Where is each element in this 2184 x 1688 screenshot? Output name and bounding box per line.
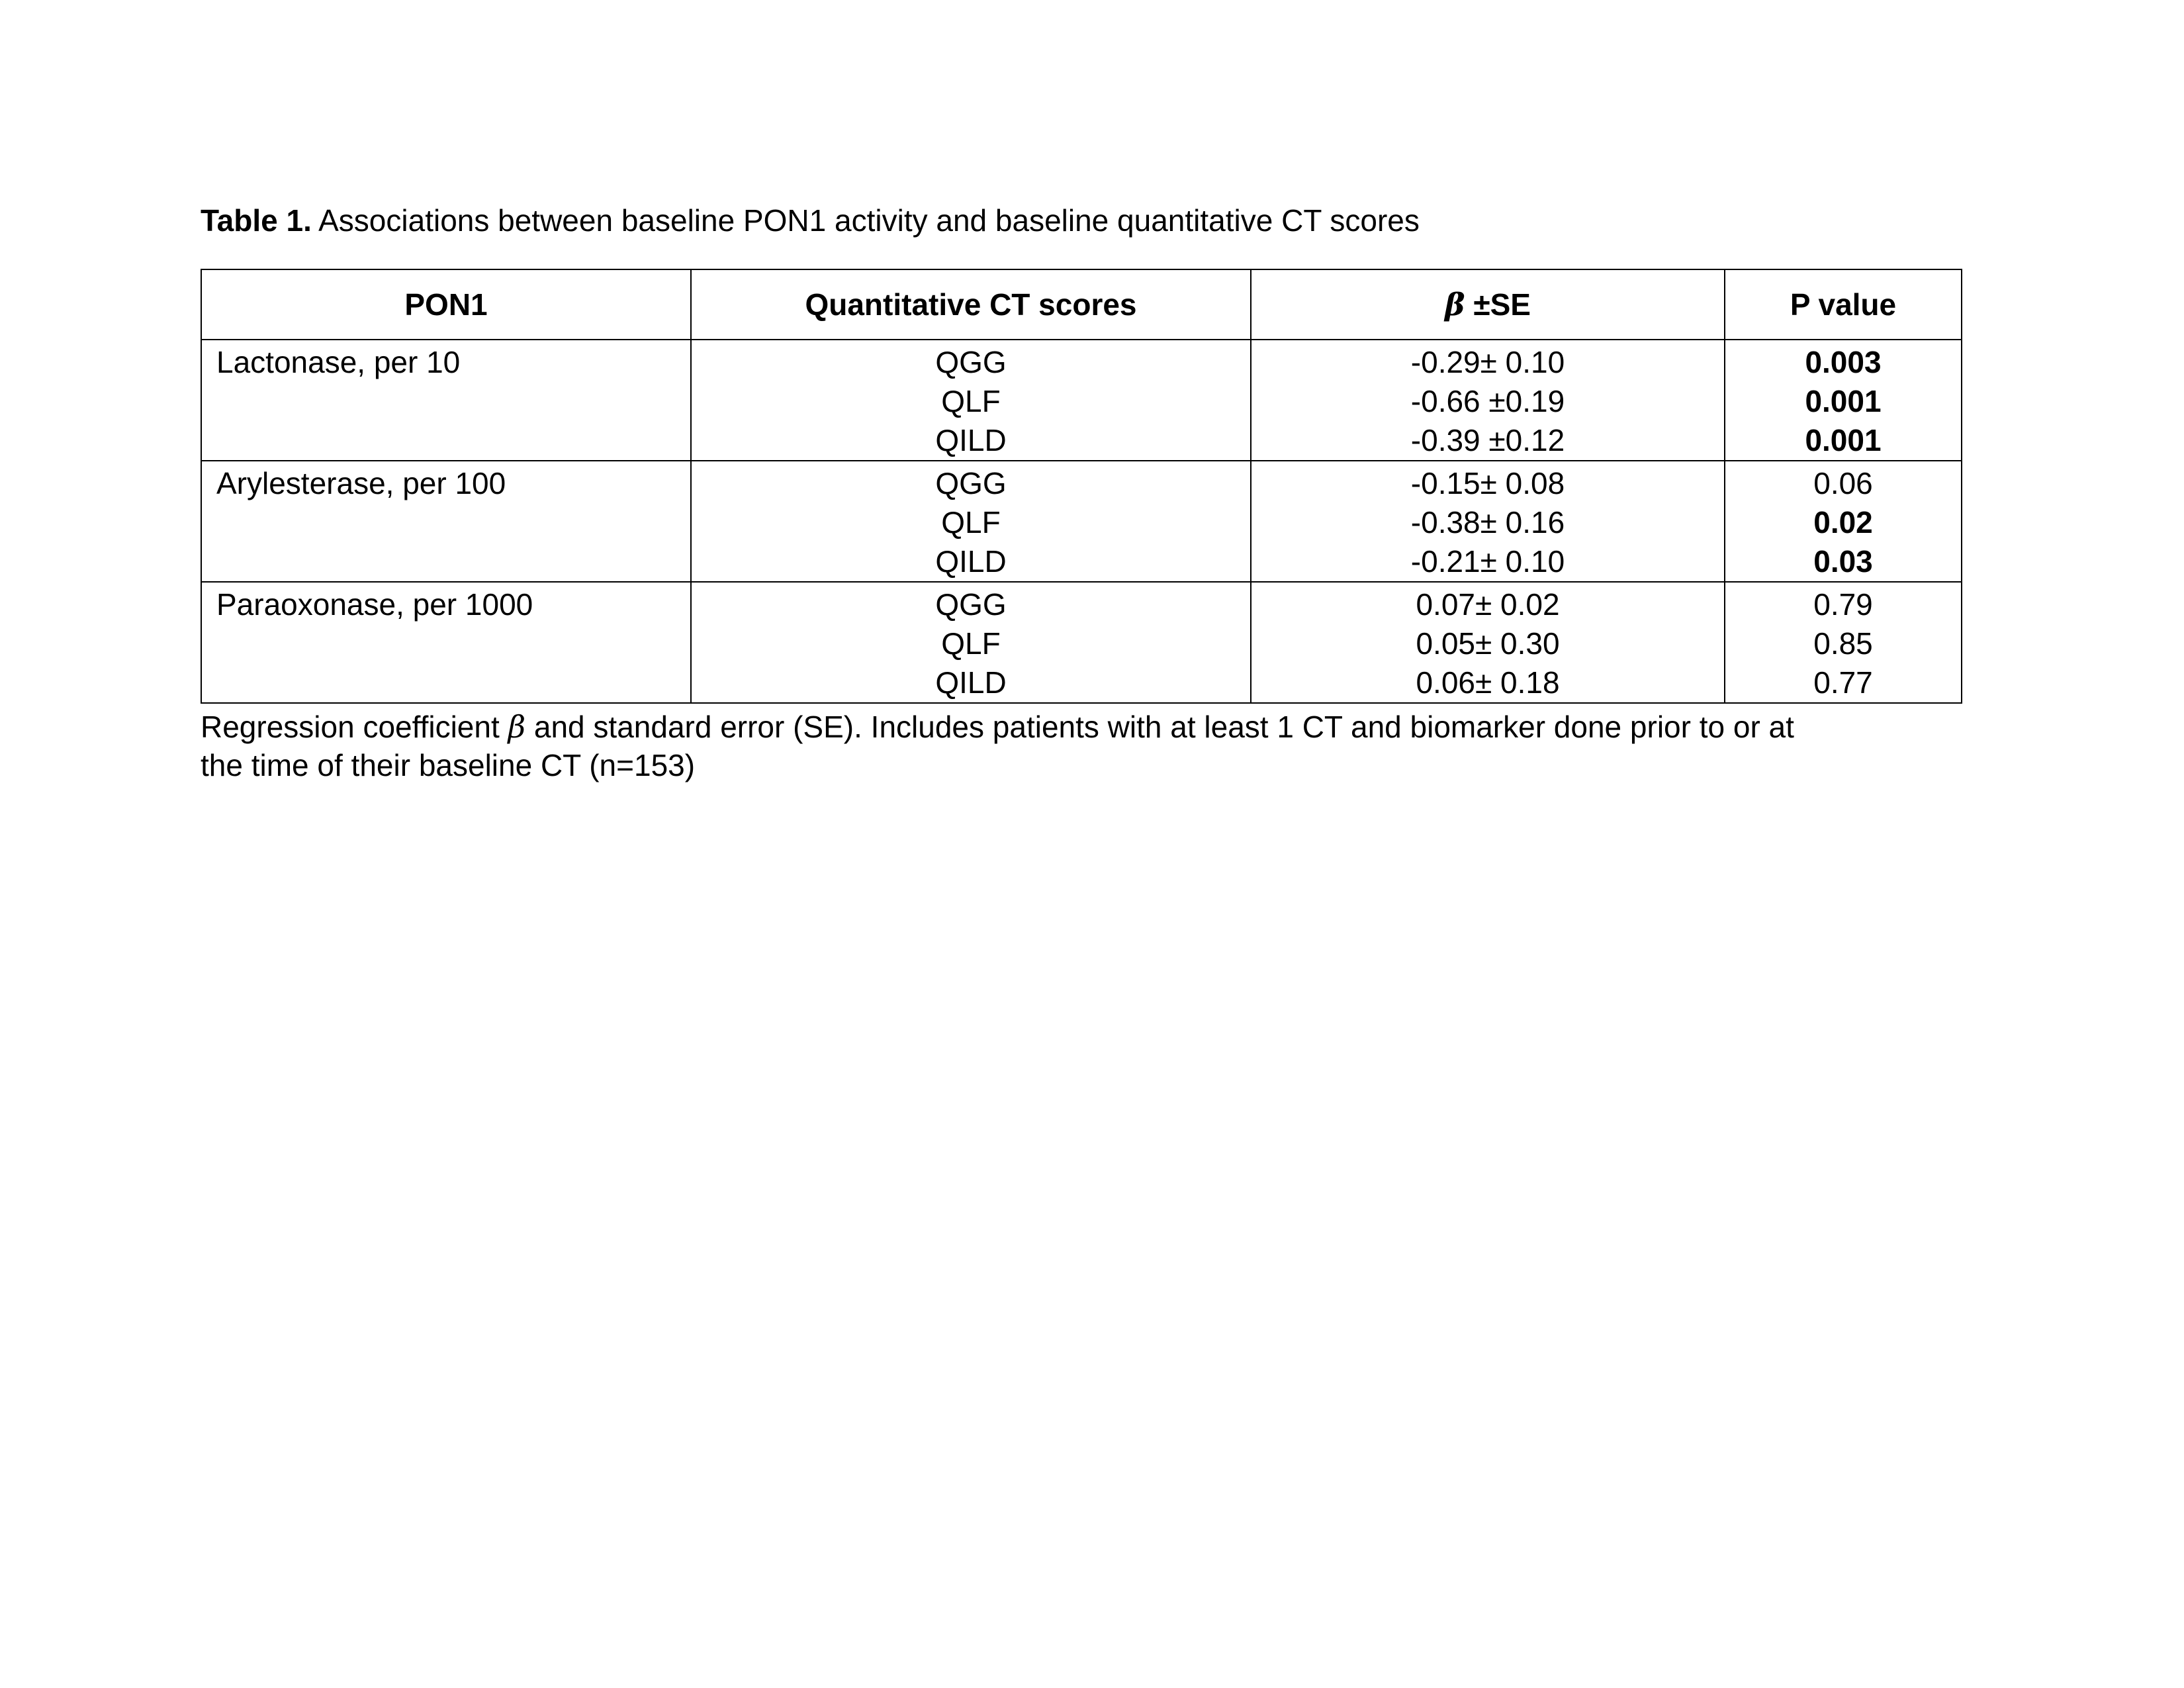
beta-se-value-cell: [1251, 461, 1725, 582]
ct-score: QGG: [935, 345, 1007, 379]
p-value: 0.001: [1805, 384, 1882, 418]
table-row-group: [201, 340, 1962, 461]
pon1-group-label: Lactonase, per 10: [216, 345, 461, 379]
table-header-row: [201, 269, 1962, 340]
ct-score: QILD: [935, 544, 1007, 579]
pon1-group-label: Paraoxonase, per 1000: [216, 587, 533, 622]
pon1-group-cell: [201, 582, 691, 703]
table-caption: [201, 199, 1961, 242]
p-value: 0.02: [1813, 505, 1873, 539]
beta-se-value: -0.38± 0.16: [1410, 505, 1565, 539]
ct-score-cell: [691, 461, 1251, 582]
table-caption-text: Associations between baseline PON1 activity and baseline quantitative CT scores: [318, 203, 1420, 238]
beta-se-value: -0.29± 0.10: [1410, 345, 1565, 379]
pon1-group-cell: [201, 340, 691, 461]
p-value-cell: [1725, 340, 1962, 461]
pon1-group-cell: [201, 461, 691, 582]
footnote-beta-symbol: β: [508, 709, 526, 745]
p-value-cell: [1725, 461, 1962, 582]
header-p-value: P value: [1725, 269, 1962, 340]
beta-se-value: 0.05± 0.30: [1416, 626, 1560, 661]
header-pon1: PON1: [201, 269, 691, 340]
table-row-group: [201, 582, 1962, 703]
header-beta-se-text: ±SE: [1465, 287, 1531, 322]
header-ct-scores: Quantitative CT scores: [691, 269, 1251, 340]
beta-se-value: -0.39 ±0.12: [1410, 423, 1565, 457]
ct-score: QILD: [935, 665, 1007, 700]
beta-se-value-cell: [1251, 582, 1725, 703]
beta-se-value: -0.66 ±0.19: [1410, 384, 1565, 418]
table-footnote: [201, 708, 1961, 784]
ct-score-cell: [691, 340, 1251, 461]
table-body: [201, 340, 1962, 703]
p-value: 0.03: [1813, 544, 1873, 579]
ct-score: QLF: [941, 384, 1001, 418]
beta-se-value: -0.21± 0.10: [1410, 544, 1565, 579]
beta-se-value: 0.06± 0.18: [1416, 665, 1560, 700]
p-value: 0.85: [1813, 626, 1873, 661]
ct-score: QLF: [941, 505, 1001, 539]
p-value: 0.003: [1805, 345, 1882, 379]
p-value-cell: [1725, 582, 1962, 703]
footnote-line1-start: Regression coefficient: [201, 710, 508, 744]
table-row-group: [201, 461, 1962, 582]
beta-se-value: -0.15± 0.08: [1410, 466, 1565, 500]
p-value: 0.79: [1813, 587, 1873, 622]
ct-score: QLF: [941, 626, 1001, 661]
table-caption-label: Table 1.: [201, 203, 312, 238]
beta-se-value: 0.07± 0.02: [1416, 587, 1560, 622]
ct-score: QGG: [935, 587, 1007, 622]
footnote-line1-end: and standard error (SE). Includes patients with at least 1 CT and biomarker done prior to or at: [525, 710, 1794, 744]
ct-score-cell: [691, 582, 1251, 703]
pon1-group-label: Arylesterase, per 100: [216, 466, 506, 500]
ct-score: QILD: [935, 423, 1007, 457]
footnote-line2: the time of their baseline CT (n=153): [201, 748, 696, 782]
header-beta-se: [1251, 269, 1725, 340]
results-table: [201, 269, 1962, 704]
beta-se-value-cell: [1251, 340, 1725, 461]
p-value: 0.77: [1813, 665, 1873, 700]
beta-symbol: β: [1445, 287, 1465, 322]
p-value: 0.06: [1813, 466, 1873, 500]
p-value: 0.001: [1805, 423, 1882, 457]
ct-score: QGG: [935, 466, 1007, 500]
document-page: [201, 199, 1961, 784]
